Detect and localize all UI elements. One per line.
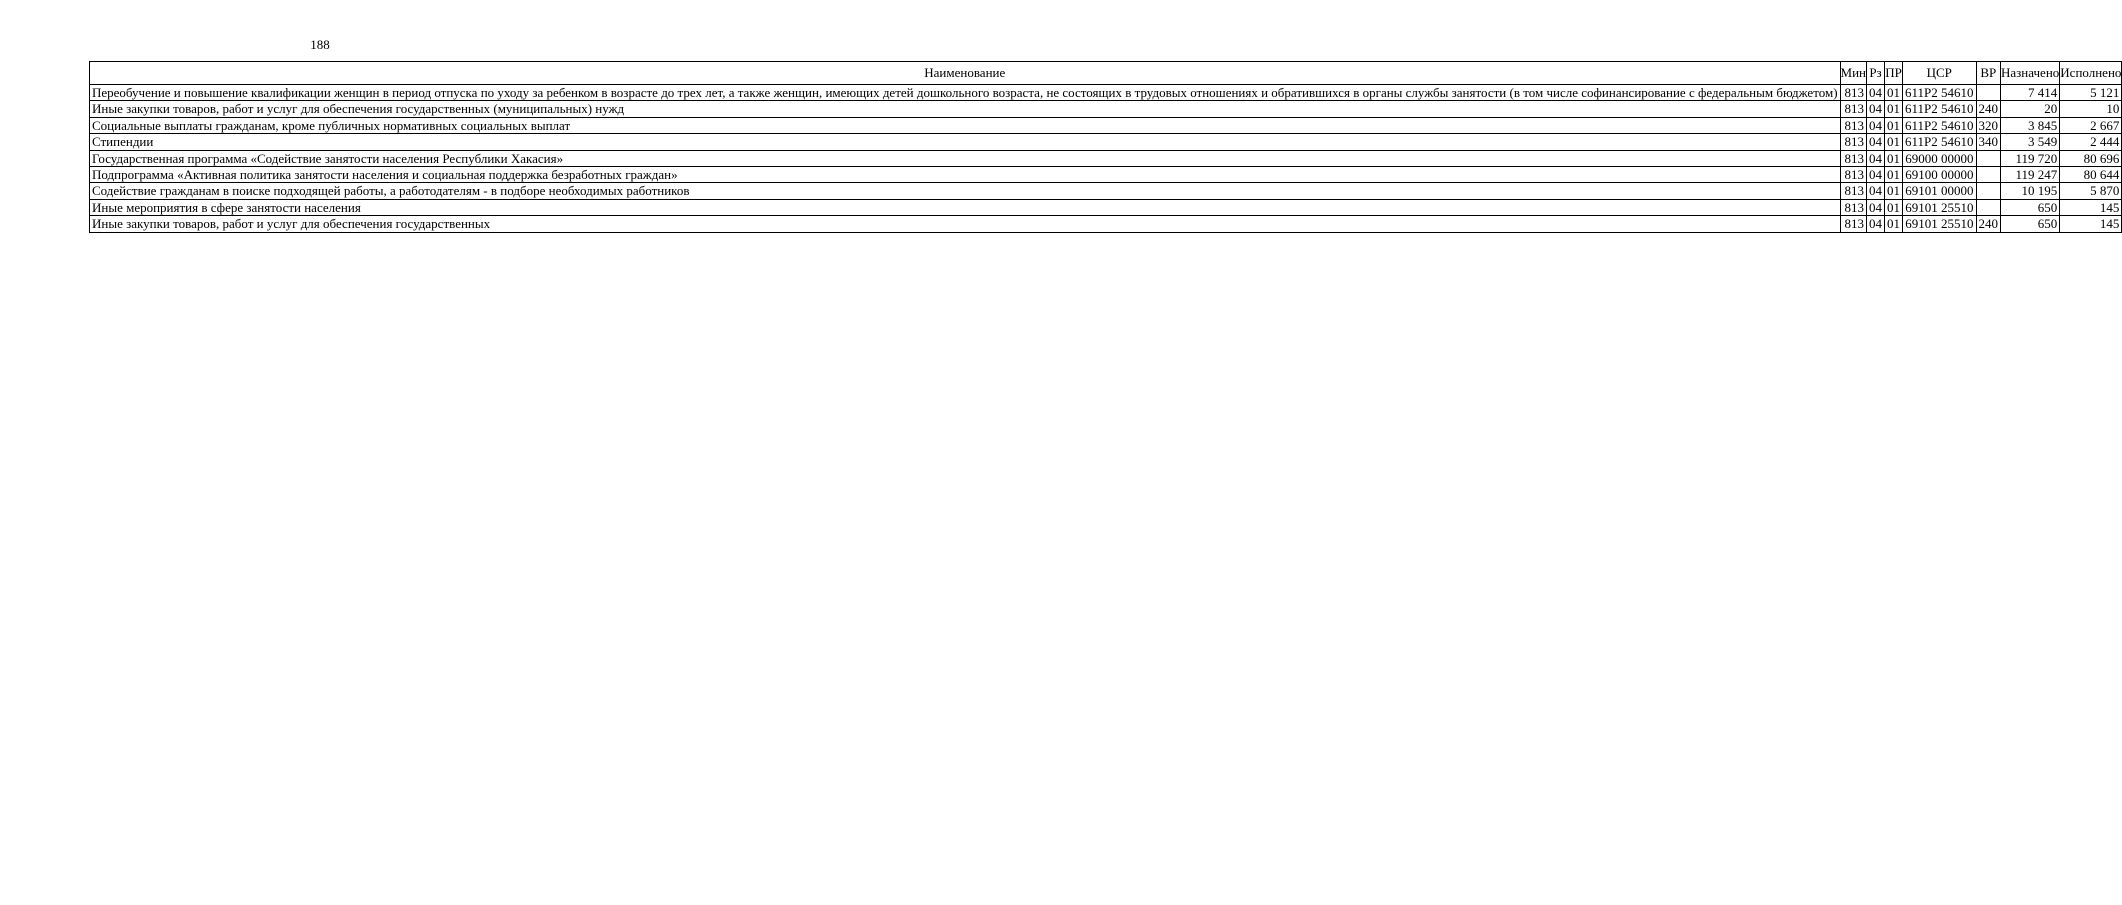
row-rz: 04 xyxy=(1867,216,1885,232)
row-csr: 611P2 54610 xyxy=(1903,134,1977,150)
row-rz: 04 xyxy=(1867,167,1885,183)
header-rz: Рз xyxy=(1867,62,1885,85)
row-assigned: 10 195 xyxy=(2001,183,2060,199)
row-csr: 611P2 54610 xyxy=(1903,101,1977,117)
row-assigned: 7 414 xyxy=(2001,85,2060,101)
row-name: Подпрограмма «Активная политика занятости населения и социальная поддержка безработных граждан» xyxy=(90,167,1841,183)
table-row xyxy=(90,216,2122,232)
row-assigned: 119 247 xyxy=(2001,167,2060,183)
row-assigned: 3 845 xyxy=(2001,117,2060,133)
row-rz: 04 xyxy=(1867,101,1885,117)
row-executed: 5 870 xyxy=(2060,183,2122,199)
row-executed: 10 xyxy=(2060,101,2122,117)
row-name: Иные закупки товаров, работ и услуг для обеспечения государственных (муниципальных) нужд xyxy=(90,101,1841,117)
row-min: 813 xyxy=(1840,183,1866,199)
row-rz: 04 xyxy=(1867,183,1885,199)
row-rz: 04 xyxy=(1867,134,1885,150)
header-executed: Исполнено xyxy=(2060,62,2122,85)
row-pr: 01 xyxy=(1885,117,1903,133)
row-csr: 69101 25510 xyxy=(1903,199,1977,215)
row-csr: 69100 00000 xyxy=(1903,167,1977,183)
table-row xyxy=(90,117,2122,133)
row-min: 813 xyxy=(1840,216,1866,232)
row-min: 813 xyxy=(1840,199,1866,215)
table-row xyxy=(90,167,2122,183)
row-pr: 01 xyxy=(1885,150,1903,166)
row-assigned: 119 720 xyxy=(2001,150,2060,166)
row-name: Иные закупки товаров, работ и услуг для обеспечения государственных xyxy=(90,216,1841,232)
header-name: Наименование xyxy=(90,62,1841,85)
row-csr: 611P2 54610 xyxy=(1903,85,1977,101)
row-pr: 01 xyxy=(1885,101,1903,117)
row-vr: 240 xyxy=(1976,101,2001,117)
row-vr: 320 xyxy=(1976,117,2001,133)
table-row xyxy=(90,199,2122,215)
row-name: Содействие гражданам в поиске подходящей работы, а работодателям - в подборе необходимых работников xyxy=(90,183,1841,199)
row-vr xyxy=(1976,150,2001,166)
row-rz: 04 xyxy=(1867,199,1885,215)
row-rz: 04 xyxy=(1867,150,1885,166)
table-row xyxy=(90,183,2122,199)
row-name: Иные мероприятия в сфере занятости населения xyxy=(90,199,1841,215)
row-vr xyxy=(1976,199,2001,215)
header-row xyxy=(90,62,2122,85)
row-min: 813 xyxy=(1840,85,1866,101)
row-executed: 80 696 xyxy=(2060,150,2122,166)
row-vr: 240 xyxy=(1976,216,2001,232)
row-pr: 01 xyxy=(1885,199,1903,215)
row-rz: 04 xyxy=(1867,117,1885,133)
row-executed: 2 444 xyxy=(2060,134,2122,150)
table-row xyxy=(90,150,2122,166)
table-row xyxy=(90,101,2122,117)
row-vr: 340 xyxy=(1976,134,2001,150)
row-assigned: 650 xyxy=(2001,199,2060,215)
row-csr: 611P2 54610 xyxy=(1903,117,1977,133)
row-executed: 145 xyxy=(2060,216,2122,232)
header-min: Мин xyxy=(1840,62,1866,85)
row-pr: 01 xyxy=(1885,183,1903,199)
row-executed: 145 xyxy=(2060,199,2122,215)
header-pr: ПР xyxy=(1885,62,1903,85)
row-pr: 01 xyxy=(1885,216,1903,232)
row-executed: 80 644 xyxy=(2060,167,2122,183)
table-row xyxy=(90,85,2122,101)
row-assigned: 3 549 xyxy=(2001,134,2060,150)
row-min: 813 xyxy=(1840,150,1866,166)
row-name: Переобучение и повышение квалификации женщин в период отпуска по уходу за ребенком в возрасте до трех лет, а также женщин, имеющих детей дошкольного возраста, не состоящих в трудовых отношениях и обратившихся в органы службы занятости (в том числе софинансирование с федеральным бюджетом) xyxy=(90,85,1841,101)
row-min: 813 xyxy=(1840,167,1866,183)
row-assigned: 20 xyxy=(2001,101,2060,117)
row-pr: 01 xyxy=(1885,134,1903,150)
row-pr: 01 xyxy=(1885,167,1903,183)
budget-table xyxy=(89,61,2122,233)
row-vr xyxy=(1976,85,2001,101)
row-csr: 69101 00000 xyxy=(1903,183,1977,199)
row-min: 813 xyxy=(1840,117,1866,133)
row-rz: 04 xyxy=(1867,85,1885,101)
row-executed: 2 667 xyxy=(2060,117,2122,133)
row-assigned: 650 xyxy=(2001,216,2060,232)
row-csr: 69000 00000 xyxy=(1903,150,1977,166)
header-csr: ЦСР xyxy=(1903,62,1977,85)
header-vr: ВР xyxy=(1976,62,2001,85)
row-vr xyxy=(1976,167,2001,183)
row-executed: 5 121 xyxy=(2060,85,2122,101)
row-vr xyxy=(1976,183,2001,199)
row-pr: 01 xyxy=(1885,85,1903,101)
row-name: Стипендии xyxy=(90,134,1841,150)
row-name: Государственная программа «Содействие занятости населения Республики Хакасия» xyxy=(90,150,1841,166)
row-min: 813 xyxy=(1840,134,1866,150)
row-min: 813 xyxy=(1840,101,1866,117)
table-row xyxy=(90,134,2122,150)
page-number: 188 xyxy=(310,37,330,52)
header-assigned: Назначено xyxy=(2001,62,2060,85)
row-name: Социальные выплаты гражданам, кроме публичных нормативных социальных выплат xyxy=(90,117,1841,133)
row-csr: 69101 25510 xyxy=(1903,216,1977,232)
